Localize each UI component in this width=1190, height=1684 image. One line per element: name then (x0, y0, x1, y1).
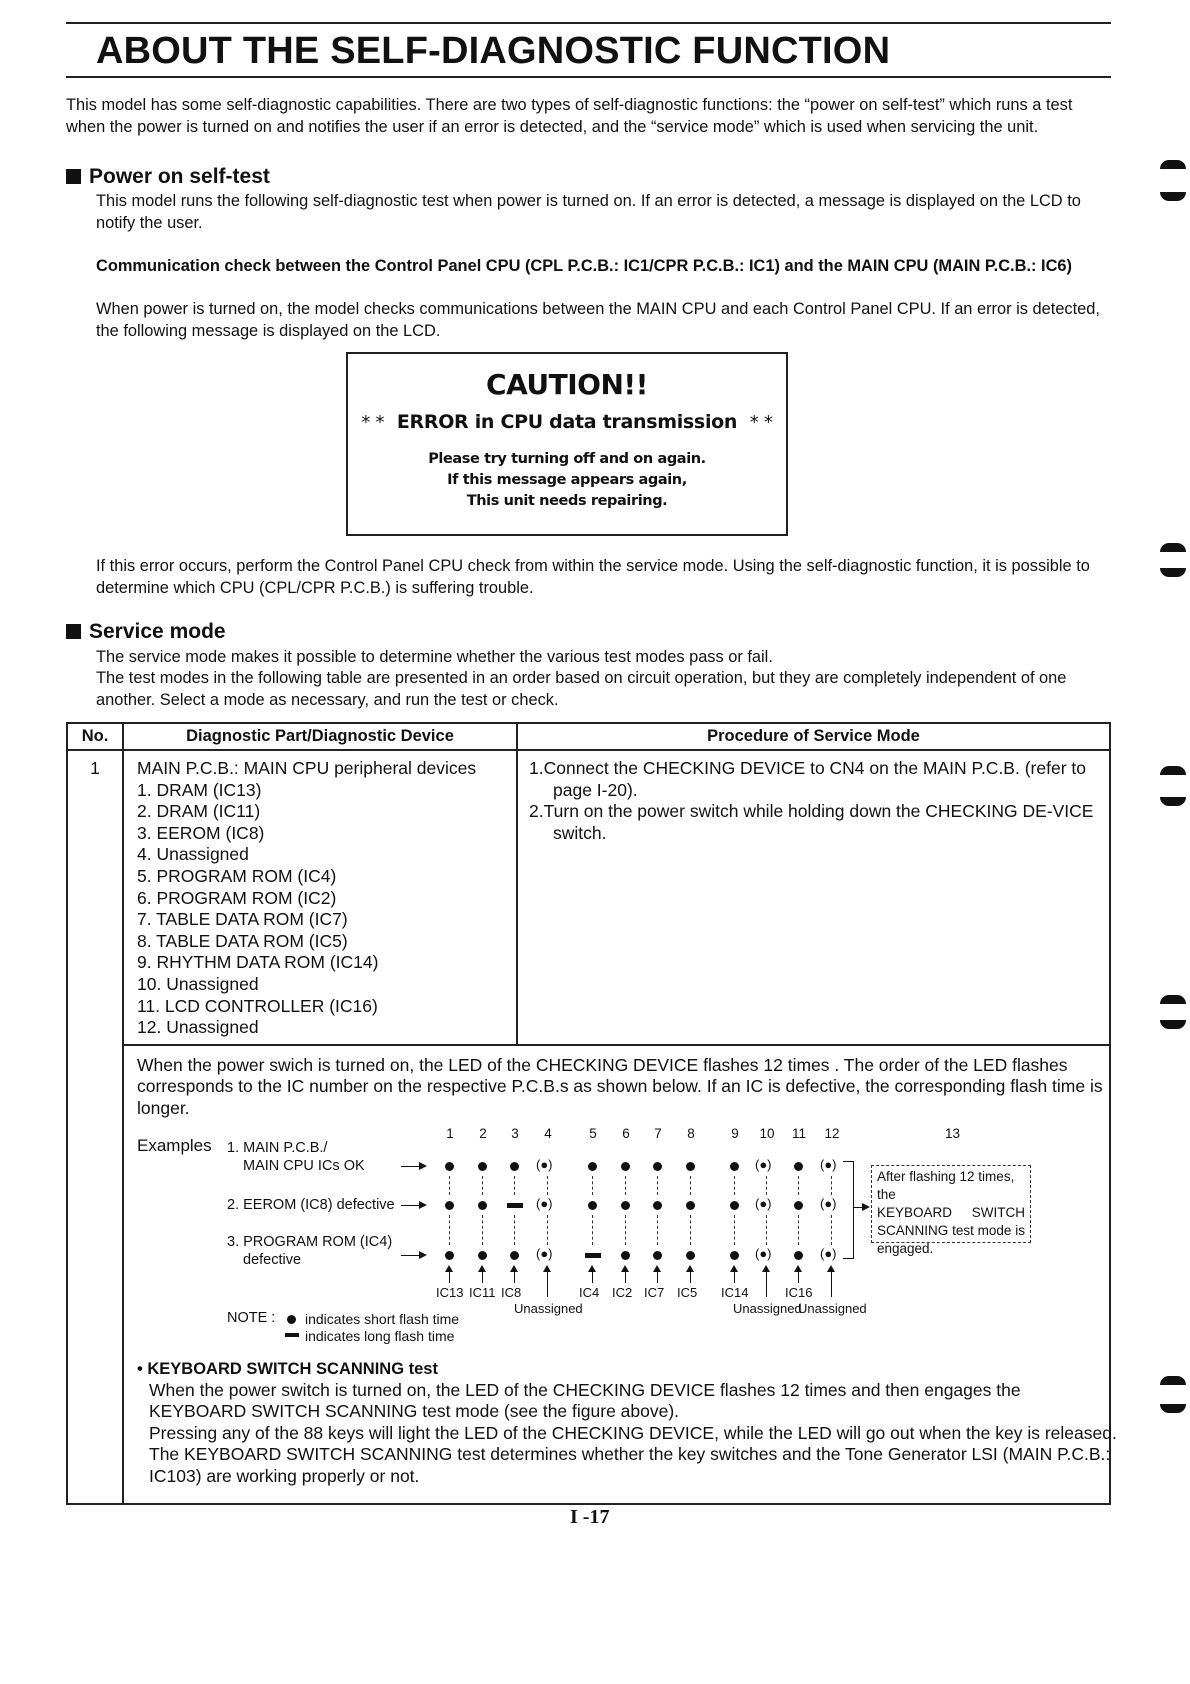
unassigned-flash-mark: (●) (755, 1156, 772, 1172)
intro-paragraph: This model has some self-diagnostic capabilities. There are two types of self-diagnostic functions: the “power on self-test” which runs a test when the power is turned on and notifies the user if an error is detected, and the “service mode” which is used when servicing the unit. (66, 96, 1073, 136)
caution-error-line (348, 411, 786, 433)
list-item: 5. PROGRAM ROM (IC4) (137, 865, 337, 886)
example-3-line-a: 3. PROGRAM ROM (IC4) (227, 1233, 393, 1250)
up-arrow-icon (734, 1267, 735, 1283)
flash-text: When the power swich is turned on, the LED of the CHECKING DEVICE flashes 12 times . The order of the LED flashes corresponds to the IC number on the respective P.C.B.s as shown below. If an IC is defective, the corresponding flash time is longer. (137, 1054, 1103, 1118)
keyboard-test-text-1: When the power switch is turned on, the LED of the CHECKING DEVICE flashes 12 times and then engages the KEYBOARD SWITCH SCANNING test mode (see the figure above). (149, 1379, 1021, 1422)
list-item: 6. PROGRAM ROM (IC2) (137, 887, 337, 908)
up-arrow-icon (798, 1267, 799, 1283)
keyboard-test-heading: • KEYBOARD SWITCH SCANNING test (137, 1359, 438, 1378)
flash-number: 8 (687, 1125, 695, 1141)
service-mode-heading (66, 620, 226, 644)
header-procedure: Procedure of Service Mode (517, 723, 1110, 750)
short-flash-mark (445, 1201, 454, 1210)
examples-label: Examples (137, 1135, 212, 1155)
flash-number: 6 (622, 1125, 630, 1141)
kb-note-line-1: After flashing 12 times, the (877, 1168, 1015, 1202)
flash-number: 3 (511, 1125, 519, 1141)
page-number: I -17 (570, 1506, 610, 1528)
kb-note-word: SWITCH (971, 1204, 1025, 1220)
row-number (67, 750, 123, 1504)
example-2-label: 2. EEROM (IC8) defective (227, 1196, 395, 1213)
short-flash-mark (445, 1251, 454, 1260)
up-arrow-icon (514, 1267, 515, 1283)
connector-line (766, 1176, 767, 1195)
kb-note-word: mode (977, 1222, 1012, 1238)
note-label: NOTE : (227, 1309, 276, 1326)
short-flash-mark (794, 1162, 803, 1171)
flash-number: 1 (446, 1125, 454, 1141)
unassigned-flash-mark: (●) (820, 1195, 837, 1211)
communication-check-text: When power is turned on, the model checks communications between the MAIN CPU and each Control Panel CPU. If an error is detected, the following message is displayed on the LCD. (96, 300, 1100, 340)
registration-mark-icon (1160, 1020, 1186, 1029)
kb-note-line-4: engaged. (877, 1240, 934, 1256)
connector-line (657, 1215, 658, 1245)
example-3-arrow (401, 1255, 425, 1256)
flash-number: 7 (654, 1125, 662, 1141)
connector-line (734, 1176, 735, 1195)
registration-mark-icon (1160, 995, 1186, 1004)
square-bullet-icon (66, 624, 81, 639)
ic-label: IC14 (721, 1284, 749, 1300)
registration-mark-icon (1160, 160, 1186, 169)
procedure-step-1: 1.Connect the CHECKING DEVICE to CN4 on the MAIN P.C.B. (refer to page I-20). (529, 758, 1086, 800)
connector-line (625, 1176, 626, 1195)
power-on-text: This model runs the following self-diagnostic test when power is turned on. If an error is detected, a message is displayed on the LCD to notify the user. (96, 192, 1081, 232)
flash-number: 4 (544, 1125, 552, 1141)
service-mode-text-2: The test modes in the following table are presented in an order based on circuit operation, but they are completely independent of one another. Select a mode as necessary, and run the test or check. (96, 669, 1067, 709)
example-2-arrow (401, 1205, 425, 1206)
note-long: indicates long flash time (305, 1327, 455, 1344)
list-item: 2. DRAM (IC11) (137, 801, 261, 822)
ic-label: IC5 (677, 1284, 698, 1300)
communication-check-subheading: Communication check between the Control Panel CPU (CPL P.C.B.: IC1/CPR P.C.B.: IC1) and the MAIN CPU (MAIN P.C.B.: IC6) (96, 257, 1072, 275)
short-flash-mark (686, 1162, 695, 1171)
example-3-line-b: defective (243, 1251, 302, 1268)
top-rule (66, 22, 1111, 24)
connector-line (734, 1215, 735, 1245)
caution-title: CAUTION!! (486, 368, 648, 401)
unassigned-flash-mark: (●) (536, 1245, 553, 1261)
caution-line-1: Please try turning off and on again. (428, 451, 706, 467)
power-on-heading (66, 165, 270, 189)
up-arrow-icon (592, 1267, 593, 1283)
table-row (67, 750, 1110, 1045)
diagnostic-table (66, 722, 1117, 1505)
unassigned-flash-mark: (●) (536, 1195, 553, 1211)
short-flash-mark (510, 1162, 519, 1171)
connector-line (547, 1176, 548, 1195)
note-short: indicates short flash time (305, 1310, 460, 1327)
registration-mark-icon (1160, 1376, 1186, 1385)
example-1-line-b: MAIN CPU ICs OK (243, 1157, 365, 1174)
list-item: 1. DRAM (IC13) (137, 779, 262, 800)
registration-mark-icon (1160, 543, 1186, 552)
short-flash-mark (686, 1251, 695, 1260)
flash-number: 13 (945, 1125, 961, 1141)
short-flash-mark (653, 1201, 662, 1210)
long-flash-mark (507, 1203, 523, 1208)
example-1-line-a: 1. MAIN P.C.B./ (227, 1139, 328, 1156)
up-arrow-icon (449, 1267, 450, 1283)
connector-line (514, 1176, 515, 1195)
connector-line (592, 1176, 593, 1195)
connector-line (547, 1215, 548, 1245)
short-flash-mark (478, 1162, 487, 1171)
bracket (843, 1161, 854, 1259)
short-flash-mark (794, 1201, 803, 1210)
kb-note-word: test (952, 1222, 974, 1238)
up-arrow-icon (690, 1267, 691, 1283)
service-mode-text-1: The service mode makes it possible to determine whether the various test modes pass or fail. (96, 648, 773, 666)
connector-line (690, 1215, 691, 1245)
up-arrow-icon (657, 1267, 658, 1283)
connector-line (449, 1176, 450, 1195)
registration-mark-icon (1160, 797, 1186, 806)
connector-line (514, 1215, 515, 1245)
diagnostic-part-cell (123, 750, 517, 1045)
short-flash-mark (730, 1251, 739, 1260)
connector-line (592, 1215, 593, 1245)
unassigned-flash-mark: (●) (820, 1156, 837, 1172)
ic-label: IC11 (469, 1284, 496, 1300)
flash-number: 11 (791, 1125, 806, 1141)
short-flash-mark (478, 1201, 487, 1210)
flash-number: 12 (824, 1125, 840, 1141)
short-flash-mark (653, 1251, 662, 1260)
registration-mark-icon (1160, 766, 1186, 775)
example-1-arrow (401, 1166, 425, 1167)
list-item: 11. LCD CONTROLLER (IC16) (137, 995, 378, 1016)
list-item: 12. Unassigned (137, 1017, 259, 1038)
flash-number: 2 (479, 1125, 487, 1141)
short-flash-mark (588, 1201, 597, 1210)
short-flash-mark (794, 1251, 803, 1260)
up-arrow-icon (625, 1267, 626, 1283)
unassigned-flash-mark: (●) (820, 1245, 837, 1261)
connector-line (482, 1215, 483, 1245)
row-number-text: 1 (90, 758, 100, 778)
short-flash-mark (730, 1162, 739, 1171)
connector-line (449, 1215, 450, 1245)
list-item: 8. TABLE DATA ROM (IC5) (137, 930, 348, 951)
up-arrow-icon (831, 1267, 832, 1297)
up-arrow-icon (482, 1267, 483, 1283)
ic-label: IC2 (612, 1284, 633, 1300)
connector-line (657, 1176, 658, 1195)
list-item: 10. Unassigned (137, 973, 259, 994)
connector-line (766, 1215, 767, 1245)
procedure-cell (517, 750, 1110, 1045)
list-item: 9. RHYTHM DATA ROM (IC14) (137, 952, 379, 973)
header-no: No. (67, 723, 123, 750)
keyboard-note-box (871, 1165, 1031, 1256)
asterisks-left: * * (361, 412, 385, 433)
registration-mark-icon (1160, 192, 1186, 201)
service-mode-heading-text: Service mode (89, 620, 226, 643)
list-item: 7. TABLE DATA ROM (IC7) (137, 909, 348, 930)
long-flash-mark (585, 1253, 601, 1258)
header-diagnostic-part: Diagnostic Part/Diagnostic Device (123, 723, 517, 750)
short-flash-mark (588, 1162, 597, 1171)
short-flash-mark (621, 1251, 630, 1260)
short-flash-legend-icon (287, 1315, 296, 1324)
up-arrow-icon (547, 1267, 548, 1297)
unassigned-label: Unassigned (514, 1300, 583, 1316)
connector-line (831, 1176, 832, 1195)
registration-mark-icon (1160, 568, 1186, 577)
ic-label: IC8 (501, 1284, 522, 1300)
short-flash-mark (653, 1162, 662, 1171)
title-underline (66, 76, 1111, 78)
part-title: MAIN P.C.B.: MAIN CPU peripheral devices (137, 758, 477, 778)
ic-label: IC13 (436, 1284, 464, 1300)
kb-note-word: SCANNING (877, 1222, 949, 1238)
short-flash-mark (686, 1201, 695, 1210)
table-row (67, 1045, 1110, 1504)
registration-mark-icon (1160, 1404, 1186, 1413)
square-bullet-icon (66, 169, 81, 184)
unassigned-label: Unassigned (733, 1300, 802, 1316)
page-title: ABOUT THE SELF-DIAGNOSTIC FUNCTION (96, 30, 891, 72)
ic-label: IC16 (785, 1284, 813, 1300)
unassigned-flash-mark: (●) (755, 1195, 772, 1211)
connector-line (690, 1176, 691, 1195)
caution-message-box (346, 352, 788, 536)
bracket-arrow (854, 1207, 868, 1208)
flash-number: 9 (731, 1125, 739, 1141)
connector-line (482, 1176, 483, 1195)
short-flash-mark (478, 1251, 487, 1260)
flash-number: 10 (759, 1125, 775, 1141)
flash-number: 5 (589, 1125, 597, 1141)
caution-line-3: This unit needs repairing. (466, 493, 668, 509)
flash-description-cell (123, 1045, 1117, 1504)
connector-line (831, 1215, 832, 1245)
asterisks-right: * * (749, 412, 773, 433)
power-on-heading-text: Power on self-test (89, 165, 270, 188)
kb-note-word: is (1015, 1222, 1025, 1238)
short-flash-mark (621, 1162, 630, 1171)
connector-line (798, 1176, 799, 1195)
short-flash-mark (510, 1251, 519, 1260)
ic-label: IC4 (579, 1284, 600, 1300)
short-flash-mark (730, 1201, 739, 1210)
table-header-row (67, 723, 1110, 750)
short-flash-mark (445, 1162, 454, 1171)
list-item: 4. Unassigned (137, 844, 249, 865)
connector-line (798, 1215, 799, 1245)
long-flash-legend-icon (285, 1333, 299, 1337)
up-arrow-icon (766, 1267, 767, 1297)
ic-label: IC7 (644, 1284, 665, 1300)
unassigned-label: Unassigned (798, 1300, 867, 1316)
keyboard-test-text-2: Pressing any of the 88 keys will light the LED of the CHECKING DEVICE, while the LED will go out when the key is released. The KEYBOARD SWITCH SCANNING test determines whether the key switches and the Tone Generator LSI (MAIN P.C.B.: IC103) are working properly or not. (149, 1422, 1117, 1486)
unassigned-flash-mark: (●) (536, 1156, 553, 1172)
kb-note-word: KEYBOARD (877, 1204, 953, 1220)
short-flash-mark (621, 1201, 630, 1210)
after-error-text: If this error occurs, perform the Control Panel CPU check from within the service mode. Using the self-diagnostic function, it is possible to determine which CPU (CPL/CPR P.C.B.) is suffering trouble. (96, 557, 1090, 597)
procedure-step-2: 2.Turn on the power switch while holding down the CHECKING DE-VICE switch. (529, 801, 1094, 843)
caution-line-2: If this message appears again, (447, 472, 687, 488)
connector-line (625, 1215, 626, 1245)
unassigned-flash-mark: (●) (755, 1245, 772, 1261)
list-item: 3. EEROM (IC8) (137, 822, 265, 843)
error-text: ERROR in CPU data transmission (396, 411, 738, 433)
